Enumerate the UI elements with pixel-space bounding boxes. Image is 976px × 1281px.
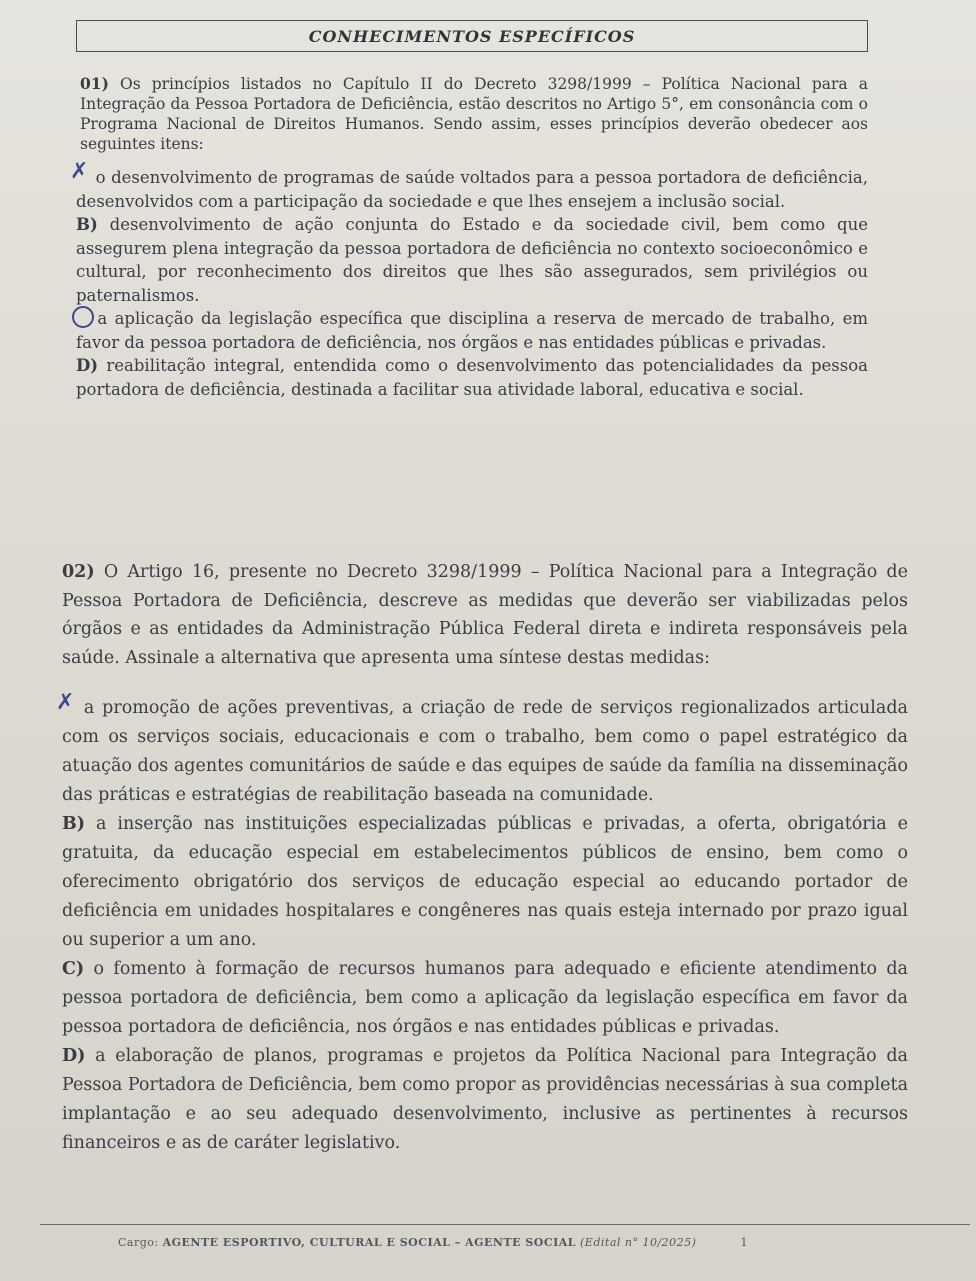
option-letter [56,690,76,723]
section-header [76,20,868,52]
option-text: reabilitação integral, entendida como o desenvolvimento das potencialidades da pessoa portadora de deficiência, destinada a facilitar sua atividade laboral, educativa e social. [76,356,869,399]
question-text: O Artigo 16, presente no Decreto 3298/1999 – Política Nacional para a Integração de Pessoa Portadora de Deficiência, descreve as medidas que deverão ser viabilizadas pelos órgãos e as entidades da Administração Pública Federal direta e indireta responsáveis pela saúde. Assinale a alternativa que apresenta uma síntese destas medidas: [62,562,908,668]
option-text: o desenvolvimento de programas de saúde voltados para a pessoa portadora de deficiência, desenvolvidos com a participação da sociedade e que lhes ensejem a inclusão social. [76,168,868,211]
option-letter: D) [62,1046,86,1066]
option-text: o fomento à formação de recursos humanos para adequado e eficiente atendimento da pessoa portadora de deficiência, bem como a aplicação da legislação específica em favor da pessoa portadora de deficiência, nos órgãos e nas entidades públicas e privadas. [62,959,908,1037]
option-letter [70,159,90,190]
option-a[interactable] [70,159,868,213]
question-stem [80,74,868,154]
option-d[interactable] [62,1042,908,1158]
option-b[interactable] [76,213,868,307]
footer-label: Cargo: [118,1236,159,1249]
option-c[interactable] [76,307,868,354]
footer-role: AGENTE ESPORTIVO, CULTURAL E SOCIAL – AGENTE SOCIAL [162,1236,577,1249]
option-text: a aplicação da legislação específica que disciplina a reserva de mercado de trabalho, em favor da pessoa portadora de deficiência, nos órgãos e nas entidades públicas e privadas. [76,309,868,352]
question-01 [70,74,869,401]
option-b[interactable] [62,810,908,955]
question-number: 01) [80,74,109,93]
footer-edital: (Edital n° 10/2025) [580,1236,697,1249]
option-text: a inserção nas instituições especializadas públicas e privadas, a oferta, obrigatória e gratuita, da educação especial em estabelecimentos públicos de ensino, bem como o oferecimento obrigatório dos serviços de educação especial ao educando portador de deficiência em unidades hospitalares e congêneres nas quais esteja internado por prazo igual ou superior a um ano. [62,814,908,950]
section-title: CONHECIMENTOS ESPECÍFICOS [308,26,636,46]
option-letter: D) [76,356,99,375]
footer-divider [40,1224,970,1225]
option-letter: B) [76,215,98,234]
page-footer [118,1236,918,1249]
page-number: 1 [740,1236,748,1249]
option-text: a promoção de ações preventivas, a criação de rede de serviços regionalizados articulada com os serviços sociais, educacionais e com o trabalho, bem como o papel estratégico da atuação dos agentes comunitários de saúde e das equipes de saúde da família na disseminação das práticas e estratégias de reabilitação baseada na comunidade. [62,698,908,805]
question-02 [56,558,908,1158]
pen-circle-mark-icon [72,306,94,328]
option-text: desenvolvimento de ação conjunta do Estado e da sociedade civil, bem como que assegurem plena integração da pessoa portadora de deficiência no contexto socioeconômico e cultural, por reconhecimento dos direitos que lhes são assegurados, sem privilégios ou paternalismos. [76,215,868,305]
option-c[interactable] [62,955,908,1042]
pen-cross-mark-icon: ✗ [56,690,75,715]
question-text: Os princípios listados no Capítulo II do Decreto 3298/1999 – Política Nacional para a Integração da Pessoa Portadora de Deficiência, estão descritos no Artigo 5°, em consonância com o Programa Nacional de Direitos Humanos. Sendo assim, esses princípios deverão obedecer aos seguintes itens: [80,75,868,153]
option-letter [76,307,90,331]
option-text: a elaboração de planos, programas e projetos da Política Nacional para Integração da Pessoa Portadora de Deficiência, bem como propor as providências necessárias à sua completa implantação e ao seu adequado desenvolvimento, inclusive as pertinentes à recursos financeiros e as de caráter legislativo. [62,1046,908,1153]
option-d[interactable] [76,354,868,401]
question-stem [62,558,908,672]
option-letter: C) [62,959,85,979]
question-number: 02) [62,562,95,582]
pen-cross-mark-icon: ✗ [70,159,89,184]
option-letter: B) [62,814,86,834]
option-a[interactable] [56,690,908,810]
